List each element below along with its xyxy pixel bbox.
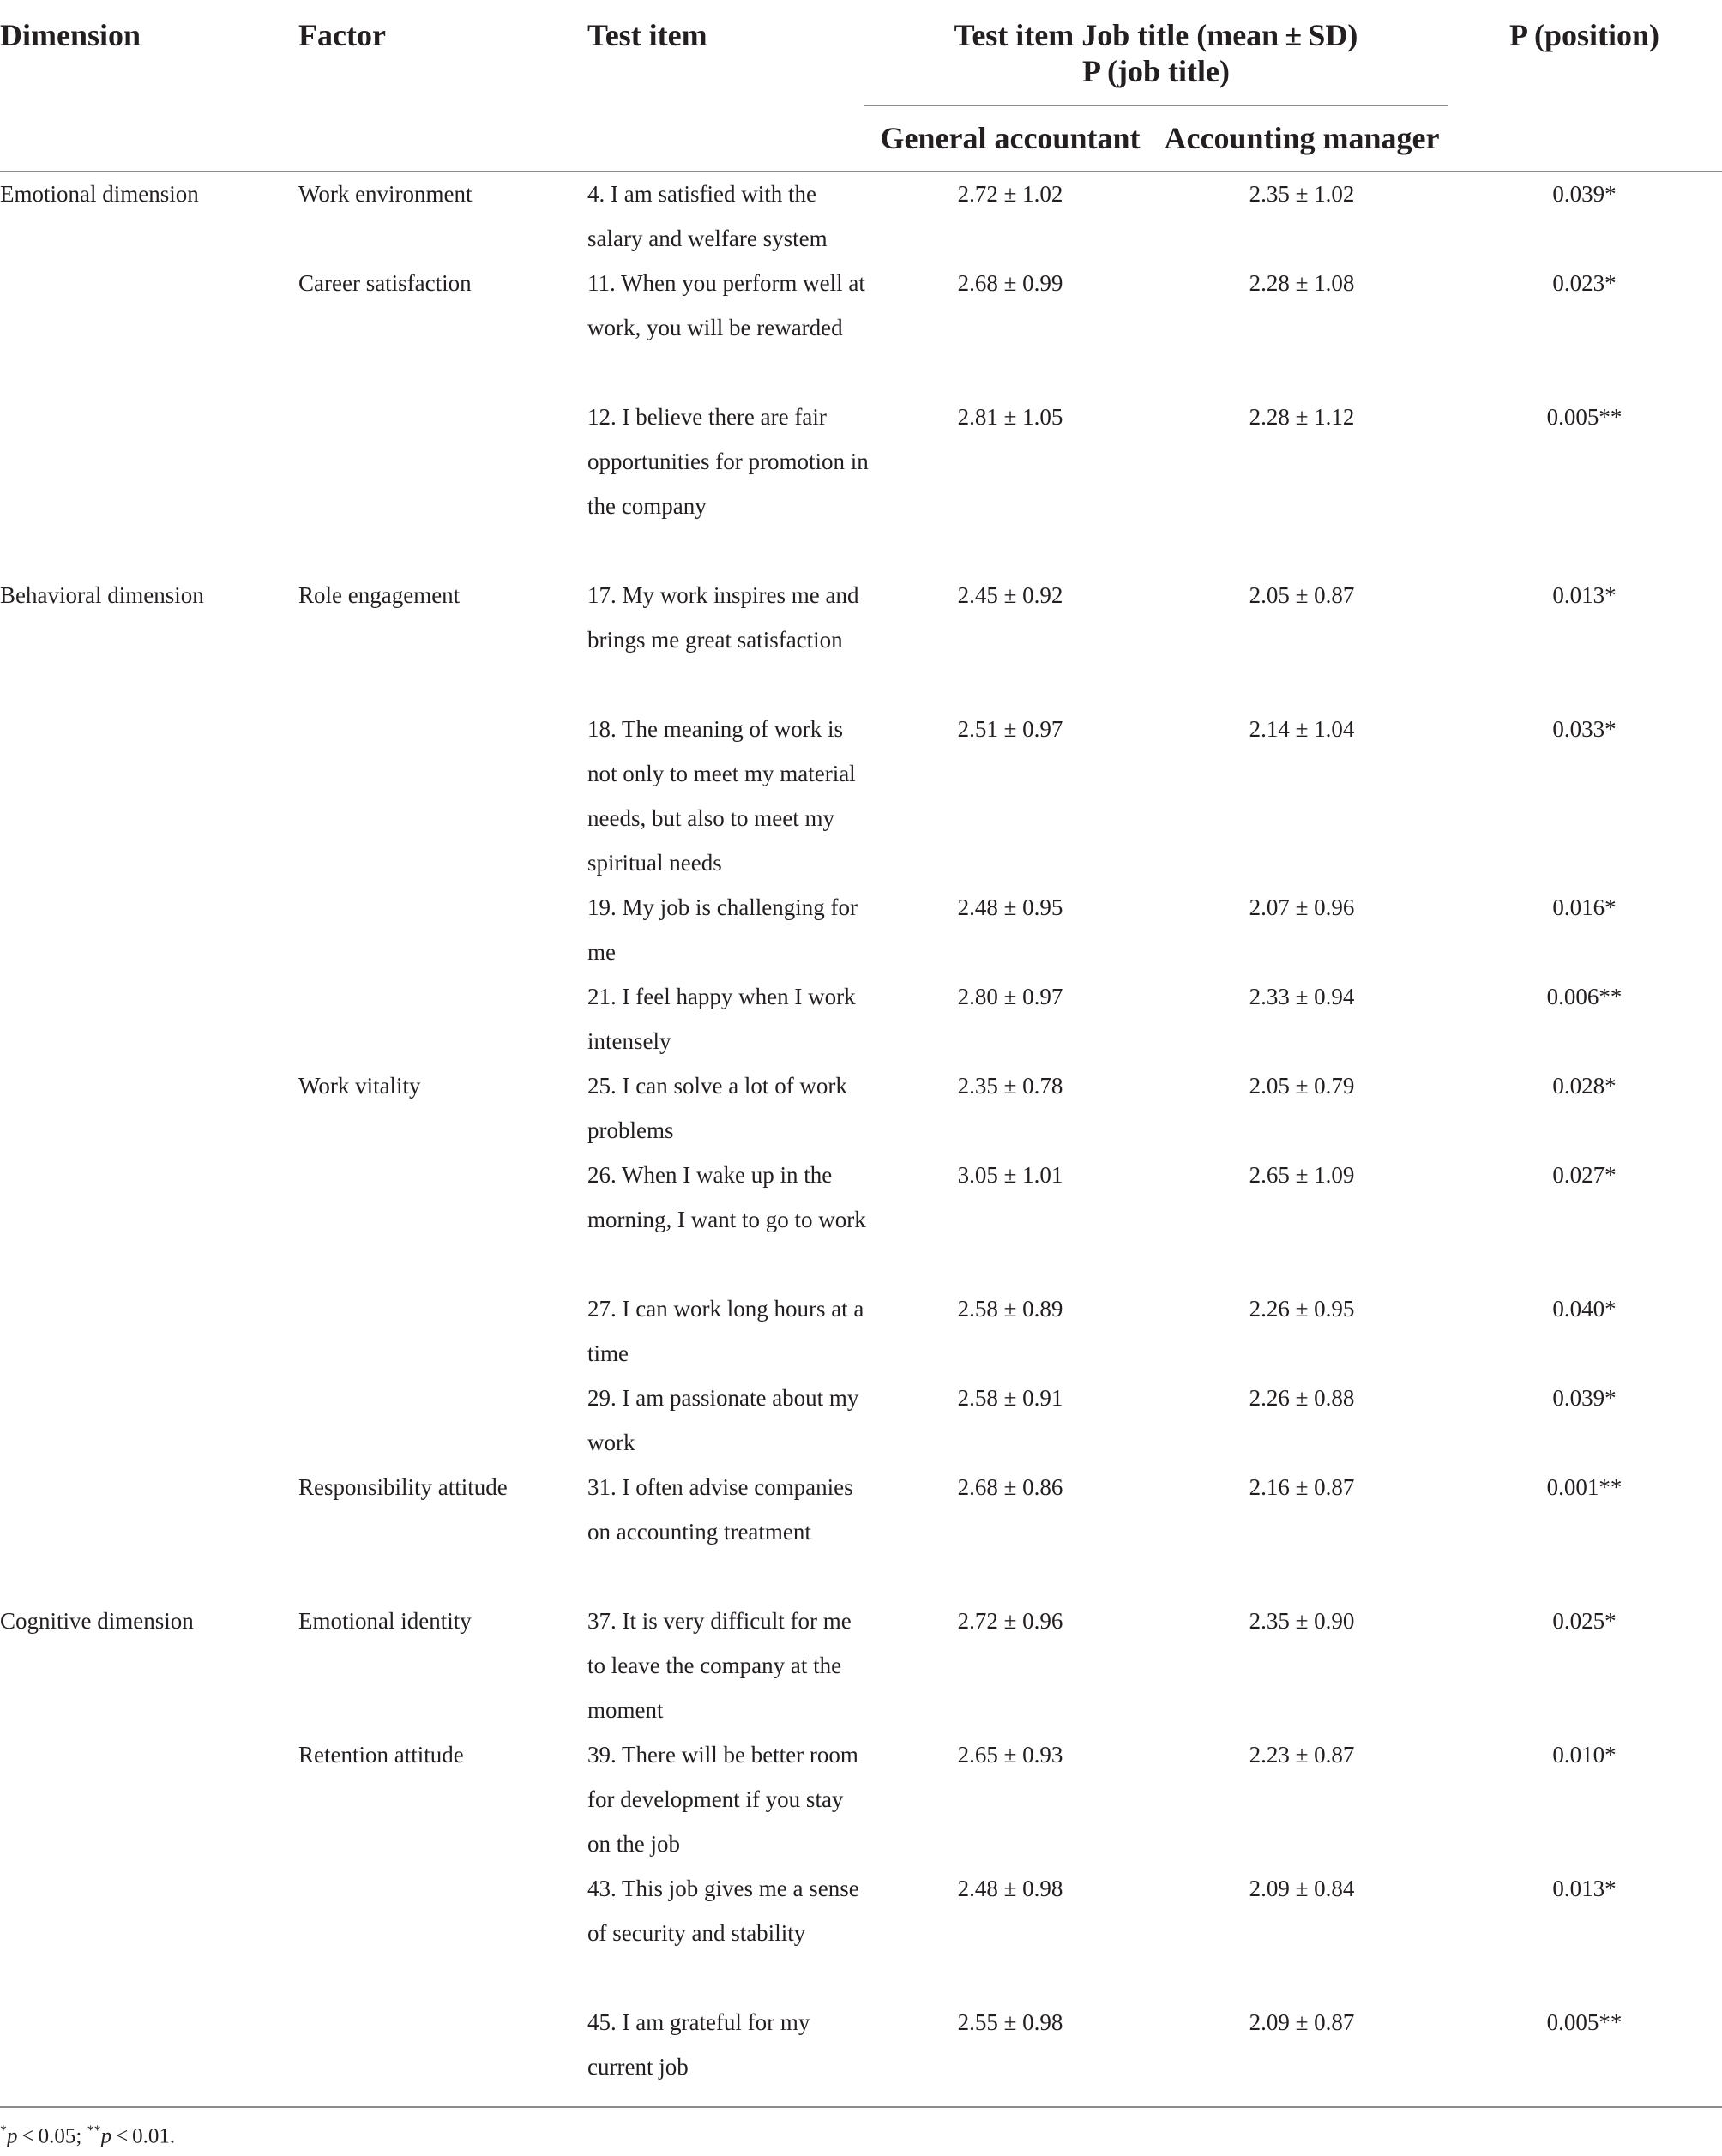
cell-general-accountant: 2.68 ± 0.99	[957, 270, 1063, 296]
cell-dimension: Cognitive dimension	[0, 1608, 194, 1634]
header-subrule	[864, 105, 1448, 106]
cell-test-item: 29. I am passionate about my work	[587, 1385, 859, 1455]
header-group-title-line2: P (job title)	[1082, 54, 1230, 88]
cell-factor: Role engagement	[298, 582, 461, 608]
cell-general-accountant: 2.51 ± 0.97	[957, 716, 1063, 742]
cell-accounting-manager: 2.23 ± 0.87	[1249, 1742, 1355, 1768]
cell-test-item: 39. There will be better room for development if you stay on the job	[587, 1742, 858, 1857]
footnote-mark-double: **	[87, 2123, 101, 2138]
cell-accounting-manager: 2.14 ± 1.04	[1249, 716, 1355, 742]
cell-test-item: 19. My job is challenging for me	[587, 894, 858, 965]
cell-dimension: Behavioral dimension	[0, 582, 204, 608]
cell-accounting-manager: 2.65 ± 1.09	[1249, 1162, 1355, 1188]
cell-test-item: 45. I am grateful for my current job	[587, 2009, 810, 2080]
cell-test-item: 18. The meaning of work is not only to meet my material needs, but also to meet my spiritual needs	[587, 716, 856, 876]
footnote-p-symbol: p	[100, 2124, 112, 2148]
header-factor: Factor	[298, 18, 386, 52]
cell-factor: Emotional identity	[298, 1608, 472, 1634]
cell-accounting-manager: 2.05 ± 0.87	[1249, 582, 1355, 608]
table-footnote	[0, 2118, 175, 2149]
cell-accounting-manager: 2.35 ± 0.90	[1249, 1608, 1355, 1634]
header-p-position: P (position)	[1508, 18, 1660, 52]
footnote-threshold-1: < 0.05;	[17, 2124, 87, 2148]
cell-accounting-manager: 2.33 ± 0.94	[1249, 984, 1355, 1009]
cell-test-item: 43. This job gives me a sense of security and stability	[587, 1876, 859, 1946]
cell-p-position: 0.023*	[1552, 270, 1617, 296]
cell-p-position: 0.040*	[1552, 1296, 1617, 1322]
cell-p-position: 0.028*	[1552, 1073, 1617, 1099]
cell-p-position: 0.013*	[1552, 582, 1617, 608]
cell-general-accountant: 2.72 ± 1.02	[957, 181, 1063, 207]
cell-p-position: 0.016*	[1552, 894, 1617, 920]
cell-accounting-manager: 2.26 ± 0.88	[1249, 1385, 1355, 1411]
table-bottom-rule	[0, 2106, 1722, 2108]
cell-factor: Work environment	[298, 181, 473, 207]
cell-test-item: 21. I feel happy when I work intensely	[587, 984, 856, 1054]
cell-general-accountant: 2.48 ± 0.95	[957, 894, 1063, 920]
cell-p-position: 0.039*	[1552, 1385, 1617, 1411]
header-general-accountant: General accountant	[880, 121, 1141, 155]
cell-factor: Career satisfaction	[298, 270, 472, 296]
footnote-mark-single: *	[0, 2123, 7, 2138]
cell-test-item: 26. When I wake up in the morning, I want to go to work	[587, 1162, 866, 1232]
cell-accounting-manager: 2.26 ± 0.95	[1249, 1296, 1355, 1322]
cell-p-position: 0.006**	[1546, 984, 1623, 1009]
cell-accounting-manager: 2.09 ± 0.87	[1249, 2009, 1355, 2035]
cell-test-item: 11. When you perform well at work, you will be rewarded	[587, 270, 865, 340]
cell-p-position: 0.001**	[1546, 1474, 1623, 1500]
cell-general-accountant: 2.35 ± 0.78	[957, 1073, 1063, 1099]
cell-factor: Work vitality	[298, 1073, 421, 1099]
cell-test-item: 27. I can work long hours at a time	[587, 1296, 864, 1366]
cell-test-item: 4. I am satisfied with the salary and welfare system	[587, 181, 828, 251]
cell-accounting-manager: 2.35 ± 1.02	[1249, 181, 1355, 207]
cell-dimension: Emotional dimension	[0, 181, 199, 207]
cell-test-item: 25. I can solve a lot of work problems	[587, 1073, 847, 1143]
cell-test-item: 31. I often advise companies on accounting treatment	[587, 1474, 853, 1545]
cell-general-accountant: 2.55 ± 0.98	[957, 2009, 1063, 2035]
header-dimension: Dimension	[0, 18, 141, 52]
cell-factor: Responsibility attitude	[298, 1474, 508, 1500]
cell-general-accountant: 2.58 ± 0.91	[957, 1385, 1063, 1411]
cell-p-position: 0.010*	[1552, 1742, 1617, 1768]
cell-general-accountant: 2.58 ± 0.89	[957, 1296, 1063, 1322]
cell-p-position: 0.005**	[1546, 404, 1623, 430]
cell-p-position: 0.033*	[1552, 716, 1617, 742]
cell-general-accountant: 2.72 ± 0.96	[957, 1608, 1063, 1634]
cell-accounting-manager: 2.07 ± 0.96	[1249, 894, 1355, 920]
cell-p-position: 0.005**	[1546, 2009, 1623, 2035]
cell-p-position: 0.025*	[1552, 1608, 1617, 1634]
footnote-p-symbol: p	[7, 2124, 18, 2148]
cell-general-accountant: 2.65 ± 0.93	[957, 1742, 1063, 1768]
cell-p-position: 0.027*	[1552, 1162, 1617, 1188]
cell-general-accountant: 3.05 ± 1.01	[957, 1162, 1063, 1188]
cell-accounting-manager: 2.28 ± 1.08	[1249, 270, 1355, 296]
header-group-title-line1: Test item Job title (mean ± SD)	[954, 18, 1358, 52]
cell-general-accountant: 2.45 ± 0.92	[957, 582, 1063, 608]
cell-accounting-manager: 2.05 ± 0.79	[1249, 1073, 1355, 1099]
cell-test-item: 37. It is very difficult for me to leave the company at the moment	[587, 1608, 852, 1723]
cell-general-accountant: 2.48 ± 0.98	[957, 1876, 1063, 1901]
cell-accounting-manager: 2.16 ± 0.87	[1249, 1474, 1355, 1500]
cell-factor: Retention attitude	[298, 1742, 464, 1768]
cell-test-item: 12. I believe there are fair opportunities for promotion in the company	[587, 404, 869, 519]
header-test-item: Test item	[587, 18, 707, 52]
cell-general-accountant: 2.81 ± 1.05	[957, 404, 1063, 430]
footnote-threshold-2: < 0.01.	[111, 2124, 176, 2148]
cell-p-position: 0.039*	[1552, 181, 1617, 207]
cell-test-item: 17. My work inspires me and brings me great satisfaction	[587, 582, 859, 653]
cell-accounting-manager: 2.28 ± 1.12	[1249, 404, 1355, 430]
cell-p-position: 0.013*	[1552, 1876, 1617, 1901]
header-accounting-manager: Accounting manager	[1164, 121, 1440, 155]
cell-accounting-manager: 2.09 ± 0.84	[1249, 1876, 1355, 1901]
cell-general-accountant: 2.68 ± 0.86	[957, 1474, 1063, 1500]
cell-general-accountant: 2.80 ± 0.97	[957, 984, 1063, 1009]
